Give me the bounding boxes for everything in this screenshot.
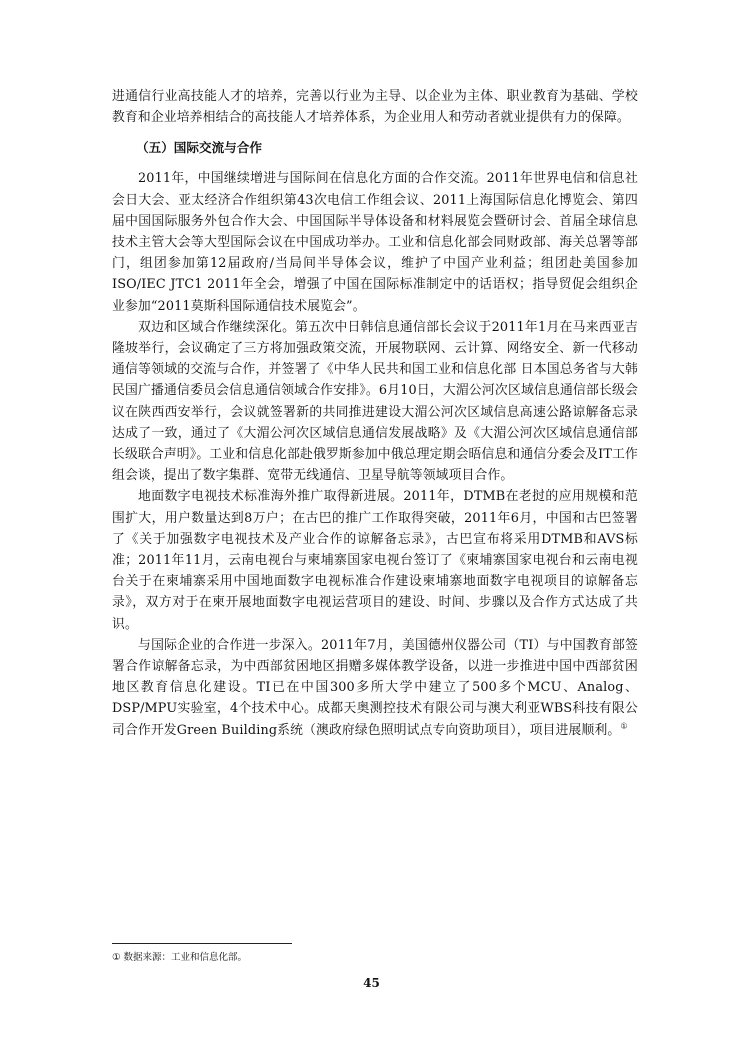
paragraph-enterprise-cooperation <box>112 635 638 741</box>
intro-paragraph: 进通信行业高技能人才的培养，完善以行业为主导、以企业为主体、职业教育为基础、学校教育和企业培养相结合的高技能人才培养体系，为企业用人和劳动者就业提供有力的保障。 <box>112 89 638 126</box>
paragraph-bilateral-cooperation: 双边和区域合作继续深化。第五次中日韩信息通信部长会议于2011年1月在马来西亚吉隆坡举行，会议确定了三方将加强政策交流，开展物联网、云计算、网络安全、新一代移动通信等领域的交流与合作，并签署了《中华人民共和国工业和信息化部 日本国总务省与大韩民国广播通信委员会信息通信领域合作安排》。6月10日，大湄公河次区域信息通信部长级会议在陕西西安举行，会议就签署新的共同推进建设大湄公河次区域信息高速公路谅解备忘录达成了一致，通过了《大湄公河次区域信息通信发展战略》及《大湄公河次区域信息通信部长级联合声明》。工业和信息化部赴俄罗斯参加中俄总理定期会晤信息和通信分委会及IT工作组会谈，提出了数字集群、宽带无线通信、卫星导航等领域项目合作。 <box>112 319 638 484</box>
paragraph-digital-tv-standard: 地面数字电视技术标准海外推广取得新进展。2011年，DTMB在老挝的应用规模和范围扩大，用户数量达到8万户；在古巴的推广工作取得突破，2011年6月，中国和古巴签署了《关于加强数字电视技术及产业合作的谅解备忘录》，古巴宣布将采用DTMB和AVS标准；2011年11月，云南电视台与柬埔寨国家电视台签订了《柬埔寨国家电视台和云南电视台关于在柬埔寨采用中国地面数字电视标准合作建设柬埔寨地面数字电视项目的谅解备忘录》，双方对于在柬开展地面数字电视运营项目的建设、时间、步骤以及合作方式达成了共识。 <box>112 489 638 632</box>
paragraph-international-exchange: 2011年，中国继续增进与国际间在信息化方面的合作交流。2011年世界电信和信息社会日大会、亚太经济合作组织第43次电信工作组会议、2011上海国际信息化博览会、第四届中国国际服务外包合作大会、中国国际半导体设备和材料展览会暨研讨会、首届全球信息技术主管大会等大型国际会议在中国成功举办。工业和信息化部会同财政部、海关总署等部门，组团参加第12届政府/当局间半导体会议，维护了中国产业利益；组团赴美国参加ISO/IEC JTC1 2011年全会，增强了中国在国际标准制定中的话语权；指导贸促会组织企业参加“2011莫斯科国际通信技术展览会”。 <box>112 171 638 314</box>
footnote-marker: ① <box>620 721 628 731</box>
page-number: 45 <box>363 976 380 990</box>
footnote: ① 数据来源：工业和信息化部。 <box>112 952 248 963</box>
paragraph-enterprise-text: 与国际企业的合作进一步深入。2011年7月，美国德州仪器公司（TI）与中国教育部签署合作谅解备忘录，为中西部贫困地区捐赠多媒体教学设备，以进一步推进中国中西部贫困地区教育信息化建设。TI已在中国300多所大学中建立了500多个MCU、Analog、DSP/MPU实验室，4个技术中心。成都天奥测控技术有限公司与澳大利亚WBS科技有限公司合作开发Green Building系统（澳政府绿色照明试点专向资助项目），项目进展顺利。 <box>112 637 638 738</box>
footnote-divider <box>112 943 292 944</box>
section-heading: （五）国际交流与合作 <box>136 140 262 156</box>
document-body <box>112 86 638 741</box>
